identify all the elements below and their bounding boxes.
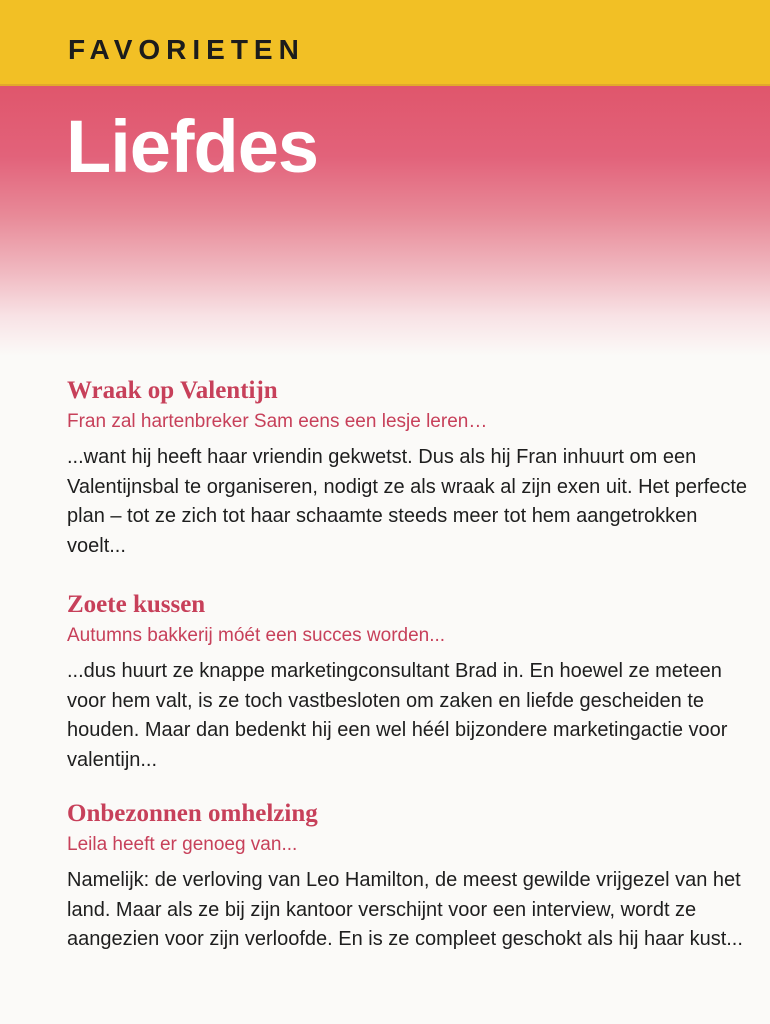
story-teaser: Fran zal hartenbreker Sam eens een lesje leren… [67, 411, 488, 432]
story-title: Wraak op Valentijn [67, 377, 278, 404]
collection-title: Liefdes [66, 105, 319, 188]
series-label: FAVORIETEN [68, 34, 305, 65]
story-body: ...want hij heeft haar vriendin gekwetst. Dus als hij Fran inhuurt om een Valentijnsbal te organiseren, nodigt ze als wraak al zijn exen uit. Het perfecte plan – tot ze zich tot haar schaamte steeds meer tot hem aangetrokken voelt... [67, 446, 748, 557]
story-blurb [67, 797, 747, 955]
story-blurb [67, 588, 747, 775]
story-title: Onbezonnen omhelzing [67, 800, 318, 827]
story-title: Zoete kussen [67, 591, 206, 618]
story-teaser: Leila heeft er genoeg van... [67, 834, 298, 855]
story-teaser: Autumns bakkerij móét een succes worden... [67, 625, 446, 646]
story-body: Namelijk: de verloving van Leo Hamilton, de meest gewilde vrijgezel van het land. Maar als ze bij zijn kantoor verschijnt voor een interview, wordt ze aangezien voor zijn verloofde. En is ze compleet geschokt als hij haar kust... [67, 869, 743, 950]
story-blurb [67, 374, 747, 561]
story-body: ...dus huurt ze knappe marketingconsultant Brad in. En hoewel ze meteen voor hem valt, is ze toch vastbesloten om zaken en liefde gescheiden te houden. Maar dan bedenkt hij een wel héél bijzondere marketingactie voor valentijn... [67, 660, 728, 771]
